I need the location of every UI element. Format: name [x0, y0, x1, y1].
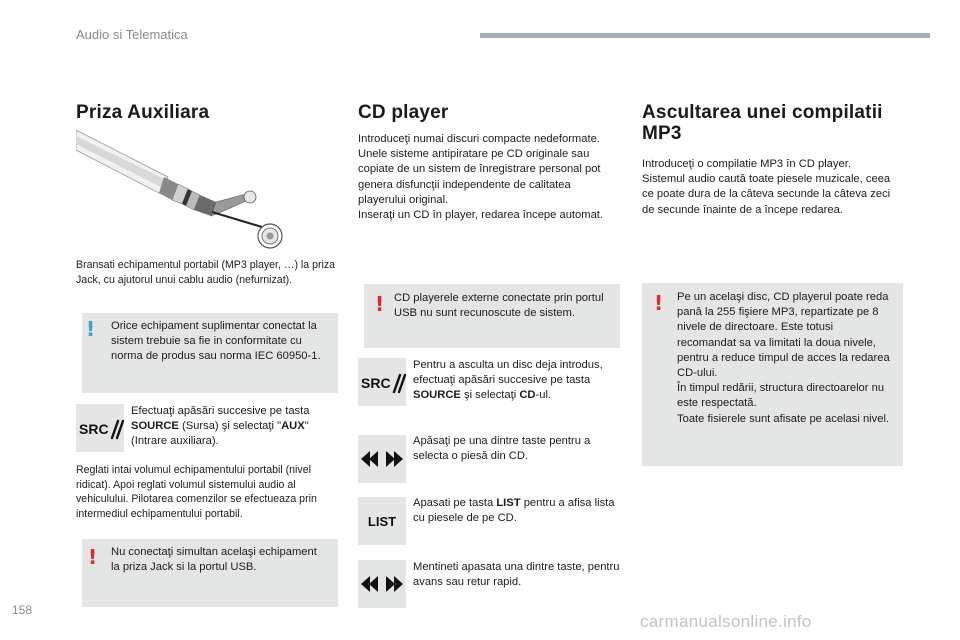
- section-title-cd: CD player: [358, 102, 449, 123]
- jack-caption: Bransati echipamentul portabil (MP3 player, …) la priza Jack, cu ajutorul unui cablu audio (nefurnizat).: [76, 259, 336, 286]
- header-bar: [480, 33, 930, 38]
- list-label: LIST: [367, 514, 397, 529]
- warning-icon: !: [654, 291, 664, 315]
- src-label: SRC: [79, 421, 109, 437]
- cd-step-list: Apasati pe tasta LIST pentru a afisa lista cu piesele de pe CD.: [413, 497, 615, 525]
- track-select-icon: [358, 435, 406, 483]
- warning-box-mp3: [642, 283, 903, 466]
- warning-icon: !: [88, 545, 98, 569]
- header-title: Audio si Telematica: [76, 27, 188, 42]
- cd-intro: Introduceţi numai discuri compacte nedeformate. Unele sisteme antipiratare pe CD originale sau copiate de un sistem de înregistrare personal pot genera disfuncţii independente de calitatea playerului original. Inseraţi un CD în player, redarea începe automat.: [358, 133, 604, 222]
- src-label: SRC: [361, 375, 391, 391]
- src-button-icon: [358, 358, 406, 406]
- page-number: 158: [12, 603, 33, 617]
- warning-icon: !: [375, 292, 385, 316]
- cd-step-source: Pentru a asculta un disc deja introdus, efectuaţi apăsări succesive pe tasta SOURCE şi selectaţi CD-ul.: [413, 359, 603, 402]
- warning-box-jack: [82, 539, 338, 607]
- warning-box-usb-cd: [364, 284, 620, 348]
- info-icon: !: [86, 317, 96, 341]
- volume-instructions: Reglati intai volumul echipamentului portabil (nivel ridicat). Apoi reglati volumul sistemului audio al vehiculului. Pilotarea comenzilor se efectueaza prin intermediul echipamentului portabil.: [76, 464, 317, 520]
- warning-jack-text: Nu conectaţi simultan acelaşi echipament la priza Jack si la portul USB.: [111, 546, 317, 574]
- warning-mp3-text: Pe un acelaşi disc, CD playerul poate reda pană la 255 fişiere MP3, repartizate pe 8 nivele de directoare. Este totusi recomandat sa va limitati la doua nivele, pentru a reduce timpul de acces la redarea CD-ului. În timpul redării, structura directoarelor nu este respectată. Toate fisierele sunt afisate pe acelasi nivel.: [677, 291, 890, 425]
- jack-cable-illustration: [76, 130, 296, 252]
- info-note-text: Orice echipament suplimentar conectat la sistem trebuie sa fie in conformitate cu norma de produs sau norma IEC 60950-1.: [111, 320, 321, 363]
- cd-step-track: Apăsaţi pe una dintre taste pentru a selecta o piesă din CD.: [413, 435, 591, 463]
- cd-step-fast: Mentineti apasata una dintre taste, pentru avans sau retur rapid.: [413, 561, 620, 589]
- info-note-box: [82, 313, 338, 393]
- warning-usb-cd-text: CD playerele externe conectate prin portul USB nu sunt recunoscute de sistem.: [394, 292, 604, 320]
- watermark: carmanualsonline.info: [640, 612, 812, 631]
- section-title-mp3: Ascultarea unei compilatii MP3: [642, 102, 883, 144]
- fast-forward-rewind-icon: [358, 560, 406, 608]
- list-button-icon: [358, 497, 406, 545]
- src-button-icon: [76, 404, 124, 452]
- section-title-aux: Priza Auxiliara: [76, 102, 210, 123]
- src-aux-instruction: Efectuaţi apăsări succesive pe tasta SOURCE (Sursa) şi selectaţi "AUX" (Intrare auxiliara).: [131, 405, 310, 448]
- mp3-intro: Introduceţi o compilatie MP3 în CD player. Sistemul audio caută toate piesele muzicale, ceea ce poate dura de la câteva secunde la câteva zeci de secunde înainte de a începe redarea.: [642, 158, 891, 216]
